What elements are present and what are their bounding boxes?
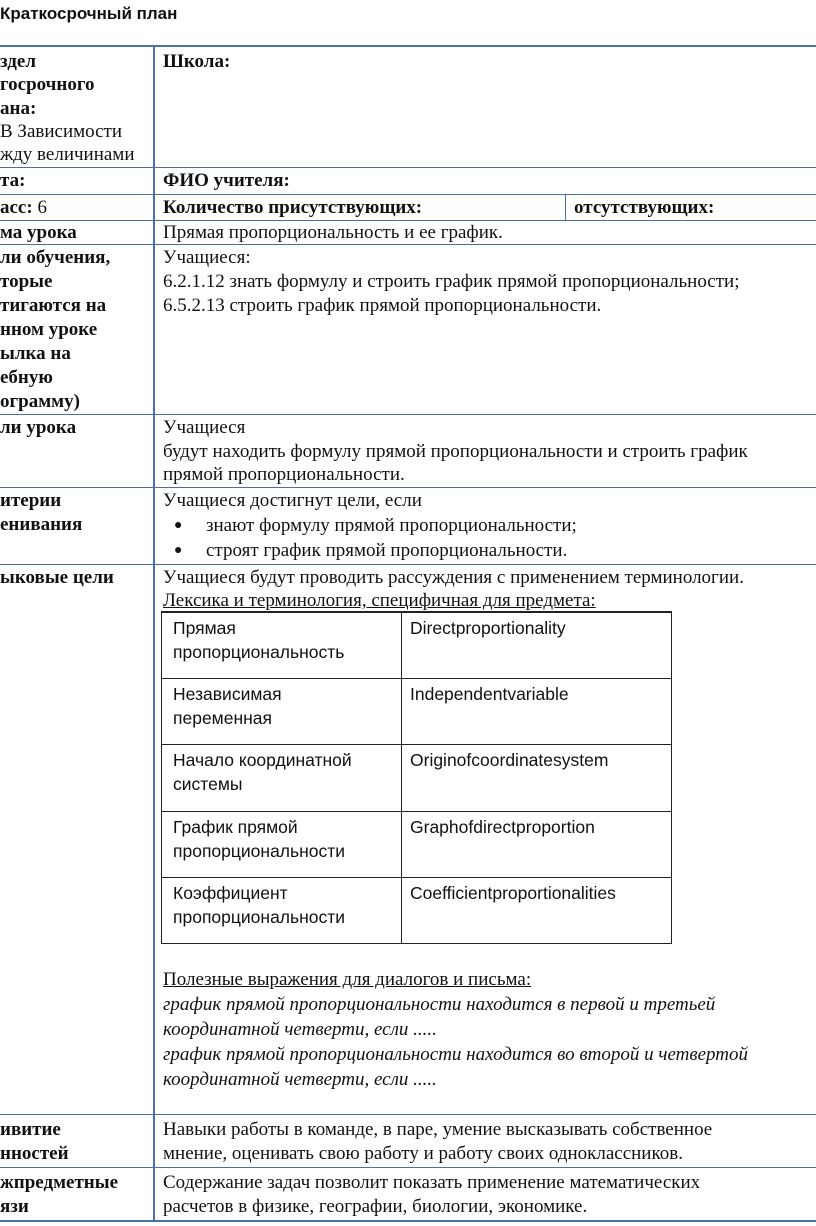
- term-ru-line: Независимая: [173, 684, 282, 704]
- topic-value: Прямая пропорциональность и ее график.: [163, 222, 503, 243]
- objectives-label-7: ограмму): [0, 391, 80, 412]
- lesson-goals-line-3: прямой пропорциональности.: [163, 464, 405, 485]
- criteria-label-1: итерии: [0, 490, 62, 511]
- term-en: Originofcoordinatesystem: [410, 750, 609, 770]
- document-title: Краткосрочный план: [0, 4, 178, 23]
- term-en: Independentvariable: [410, 684, 569, 704]
- values-label-2: нностей: [0, 1143, 69, 1164]
- topic-label: ма урока: [0, 222, 77, 243]
- criteria-intro: Учащиеся достигнут цели, если: [163, 490, 422, 511]
- section-label-2: госрочного: [0, 74, 95, 95]
- term-ru-line: Коэффициент: [173, 883, 288, 903]
- column-divider: [153, 45, 155, 1222]
- term-en: Graphofdirectproportion: [410, 817, 595, 837]
- terminology-table: [161, 611, 672, 944]
- objectives-line-1: Учащиеся:: [163, 247, 251, 268]
- date-label: та:: [0, 170, 26, 191]
- class-row-divider: [565, 194, 566, 220]
- present-label: Количество присутствующих:: [163, 197, 423, 218]
- objectives-label-2: торые: [0, 271, 53, 292]
- vocab-heading: Лексика и терминология, специфичная для предмета:: [163, 590, 596, 611]
- row-divider: [0, 564, 816, 565]
- cross-label-2: язи: [0, 1196, 29, 1217]
- objectives-line-2: 6.2.1.12 знать формулу и строить график прямой пропорциональности;: [163, 271, 740, 292]
- section-value-1: В Зависимости: [0, 121, 123, 142]
- language-intro: Учащиеся будут проводить рассуждения с применением терминологии.: [163, 567, 744, 588]
- bullet-icon: ●: [174, 518, 183, 533]
- row-divider: [0, 1114, 816, 1115]
- objectives-line-3: 6.5.2.13 строить график прямой пропорциональности.: [163, 295, 602, 316]
- table-row: [162, 877, 671, 944]
- teacher-label: ФИО учителя:: [163, 170, 290, 191]
- criteria-label-2: енивания: [0, 514, 83, 535]
- criteria-bullet-1: знают формулу прямой пропорциональности;: [206, 515, 577, 536]
- class-cell: [0, 196, 47, 220]
- school-label: Школа:: [163, 51, 231, 72]
- term-ru-line: Начало координатной: [173, 750, 352, 770]
- values-line-1: Навыки работы в команде, в паре, умение высказывать собственное: [163, 1119, 713, 1140]
- language-label: ыковые цели: [0, 567, 114, 588]
- row-divider: [0, 167, 816, 168]
- phrases-heading: Полезные выражения для диалогов и письма:: [163, 969, 532, 990]
- table-row: [162, 811, 671, 878]
- term-ru-line: Прямая: [173, 618, 236, 638]
- term-en: Directproportionality: [410, 618, 566, 638]
- row-divider: [0, 194, 816, 195]
- table-row: [162, 612, 671, 679]
- term-ru-line: переменная: [173, 708, 272, 728]
- term-ru-line: пропорциональность: [173, 642, 345, 662]
- table-row: [162, 678, 671, 745]
- phrase-line-2: координатной четверти, если .....: [163, 1019, 437, 1040]
- lesson-goals-line-1: Учащиеся: [163, 417, 246, 438]
- table-bottom-border: [0, 1220, 816, 1222]
- term-ru-line: системы: [173, 774, 243, 794]
- table-row: [162, 744, 671, 812]
- values-line-2: мнение, оценивать свою работу и работу своих одноклассников.: [163, 1143, 683, 1164]
- lesson-goals-line-2: будут находить формулу прямой пропорциональности и строить график: [163, 441, 748, 462]
- term-ru-line: График прямой: [173, 817, 298, 837]
- phrase-line-4: координатной четверти, если .....: [163, 1069, 437, 1090]
- bullet-icon: ●: [174, 543, 183, 558]
- class-number: 6: [37, 197, 47, 218]
- absent-label: отсутствующих:: [574, 197, 715, 218]
- phrase-line-1: график прямой пропорциональности находится в первой и третьей: [163, 994, 716, 1015]
- objectives-label-5: ылка на: [0, 343, 71, 364]
- objectives-label-4: нном уроке: [0, 319, 98, 340]
- cross-label-1: жпредметные: [0, 1172, 119, 1193]
- section-label-1: здел: [0, 51, 36, 72]
- objectives-label-3: тигаются на: [0, 295, 107, 316]
- section-label-3: ана:: [0, 98, 37, 119]
- phrase-line-3: график прямой пропорциональности находится во второй и четвертой: [163, 1044, 749, 1065]
- cross-line-1: Содержание задач позволит показать применение математических: [163, 1172, 701, 1193]
- objectives-label-6: ебную: [0, 367, 53, 388]
- criteria-bullet-2: строят график прямой пропорциональности.: [206, 540, 568, 561]
- row-divider: [0, 1167, 816, 1168]
- term-en: Coefficientproportionalities: [410, 883, 616, 903]
- class-label: асс:: [0, 197, 33, 218]
- cross-line-2: расчетов в физике, географии, биологии, экономике.: [163, 1196, 588, 1217]
- table-top-border: [0, 45, 816, 47]
- row-divider: [0, 487, 816, 488]
- values-label-1: ивитие: [0, 1119, 61, 1140]
- section-value-2: жду величинами: [0, 144, 135, 165]
- objectives-label-1: ли обучения,: [0, 247, 111, 268]
- term-ru-line: пропорциональности: [173, 907, 346, 927]
- lesson-goals-label: ли урока: [0, 417, 77, 438]
- row-divider: [0, 414, 816, 415]
- term-ru-line: пропорциональности: [173, 841, 346, 861]
